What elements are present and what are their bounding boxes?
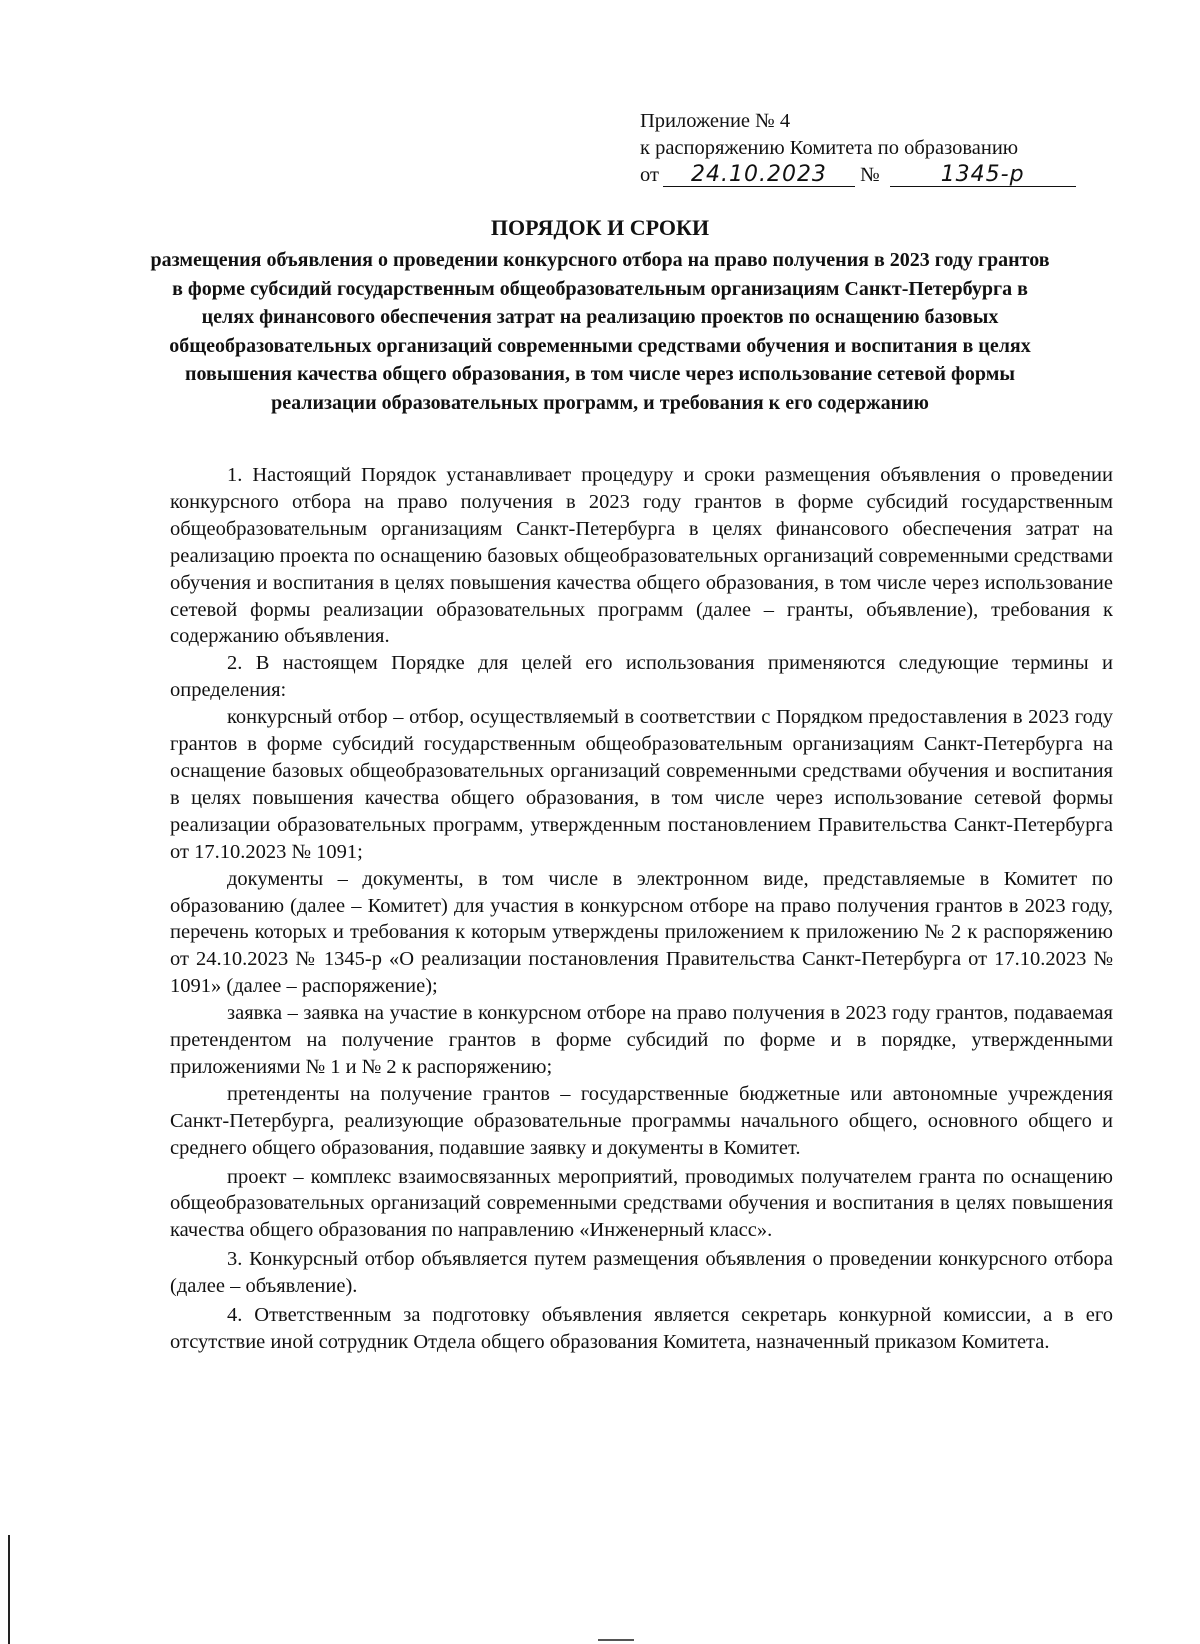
definition-contest: конкурсный отбор – отбор, осуществляемый в соответствии с Порядком предоставления в 2023 году грантов в форме субсидий государственным общеобразовательным организациям Санкт-Петербурга на оснащение базовых общеобразовательных организаций современными средствами обучения и воспитания в целях повышения качества общего образования, в том числе через использование сетевой формы реализации образовательных программ, утвержденным постановлением Правительства Санкт-Петербурга от 17.10.2023 № 1091; <box>170 706 1113 863</box>
scan-edge-line <box>8 1535 10 1644</box>
appendix-number: Приложение № 4 <box>640 110 791 132</box>
handwritten-number: 1345-р <box>890 165 1076 187</box>
paragraph-3: 3. Конкурсный отбор объявляется путем размещения объявления о проведении конкурсного отбора (далее – объявление). <box>170 1248 1113 1298</box>
definition-documents: документы – документы, в том числе в электронном виде, представляемые в Комитет по образованию (далее – Комитет) для участия в конкурсном отборе на право получения грантов в 2023 году, перечень которых и требования к которым утверждены приложением к приложению № 2 к распоряжению от 24.10.2023 № 1345-р «О реализации постановления Правительства Санкт-Петербурга от 17.10.2023 № 1091» (далее – распоряжение); <box>170 867 1113 998</box>
appendix-reference: к распоряжению Комитета по образованию <box>640 137 1019 159</box>
from-label: от <box>640 164 659 186</box>
heading-title: ПОРЯДОК И СРОКИ <box>490 215 710 240</box>
definition-project: проект – комплекс взаимосвязанных мероприятий, проводимых получателем гранта по оснащению общеобразовательных организаций современными средствами обучения и воспитания в целях повышения качества общего образования по направлению «Инженерный класс». <box>170 1165 1113 1242</box>
document-body <box>170 462 1113 1356</box>
number-label: № <box>860 164 880 186</box>
paragraph-4: 4. Ответственным за подготовку объявления является секретарь конкурной комиссии, а в его отсутствие иной сотрудник Отдела общего образования Комитета, назначенный приказом Комитета. <box>170 1304 1113 1353</box>
heading-subtitle: размещения объявления о проведении конкурсного отбора на право получения в 2023 году грантов в форме субсидий государственным общеобразовательным организациям Санкт-Петербурга в целях финансового обеспечения затрат на реализацию проектов по оснащению базовых общеобразовательных организаций современными средствами обучения и воспитания в целях повышения качества общего образования, в том числе через использование сетевой формы реализации образовательных программ, и требования к его содержанию <box>150 249 1050 414</box>
paragraph-2: 2. В настоящем Порядке для целей его использования применяются следующие термины и определения: <box>170 652 1113 702</box>
page-footer-mark <box>598 1639 634 1641</box>
document-heading <box>150 214 1050 417</box>
appendix-block <box>640 108 1076 189</box>
definition-application: заявка – заявка на участие в конкурсном отборе на право получения в 2023 году грантов, подаваемая претендентом на получение грантов в форме субсидий по форме и в порядке, утвержденными приложениями № 1 и № 2 к распоряжению; <box>170 1002 1113 1078</box>
paragraph-1: 1. Настоящий Порядок устанавливает процедуру и сроки размещения объявления о проведении конкурсного отбора на право получения в 2023 году грантов в форме субсидий государственным общеобразовательным организациям Санкт-Петербурга в целях финансового обеспечения затрат на реализацию проекта по оснащению базовых общеобразовательных организаций современными средствами обучения и воспитания в целях повышения качества общего образования, в том числе через использование сетевой формы реализации образовательных программ (далее – гранты, объявление), требования к содержанию объявления. <box>170 464 1113 648</box>
definition-applicants: претенденты на получение грантов – государственные бюджетные или автономные учреждения Санкт-Петербурга, реализующие образовательные программы начального общего, основного общего и среднего общего образования, подавшие заявку и документы в Комитет. <box>170 1082 1113 1159</box>
handwritten-date: 24.10.2023 <box>663 165 855 187</box>
appendix-date-number-line <box>640 162 1076 189</box>
